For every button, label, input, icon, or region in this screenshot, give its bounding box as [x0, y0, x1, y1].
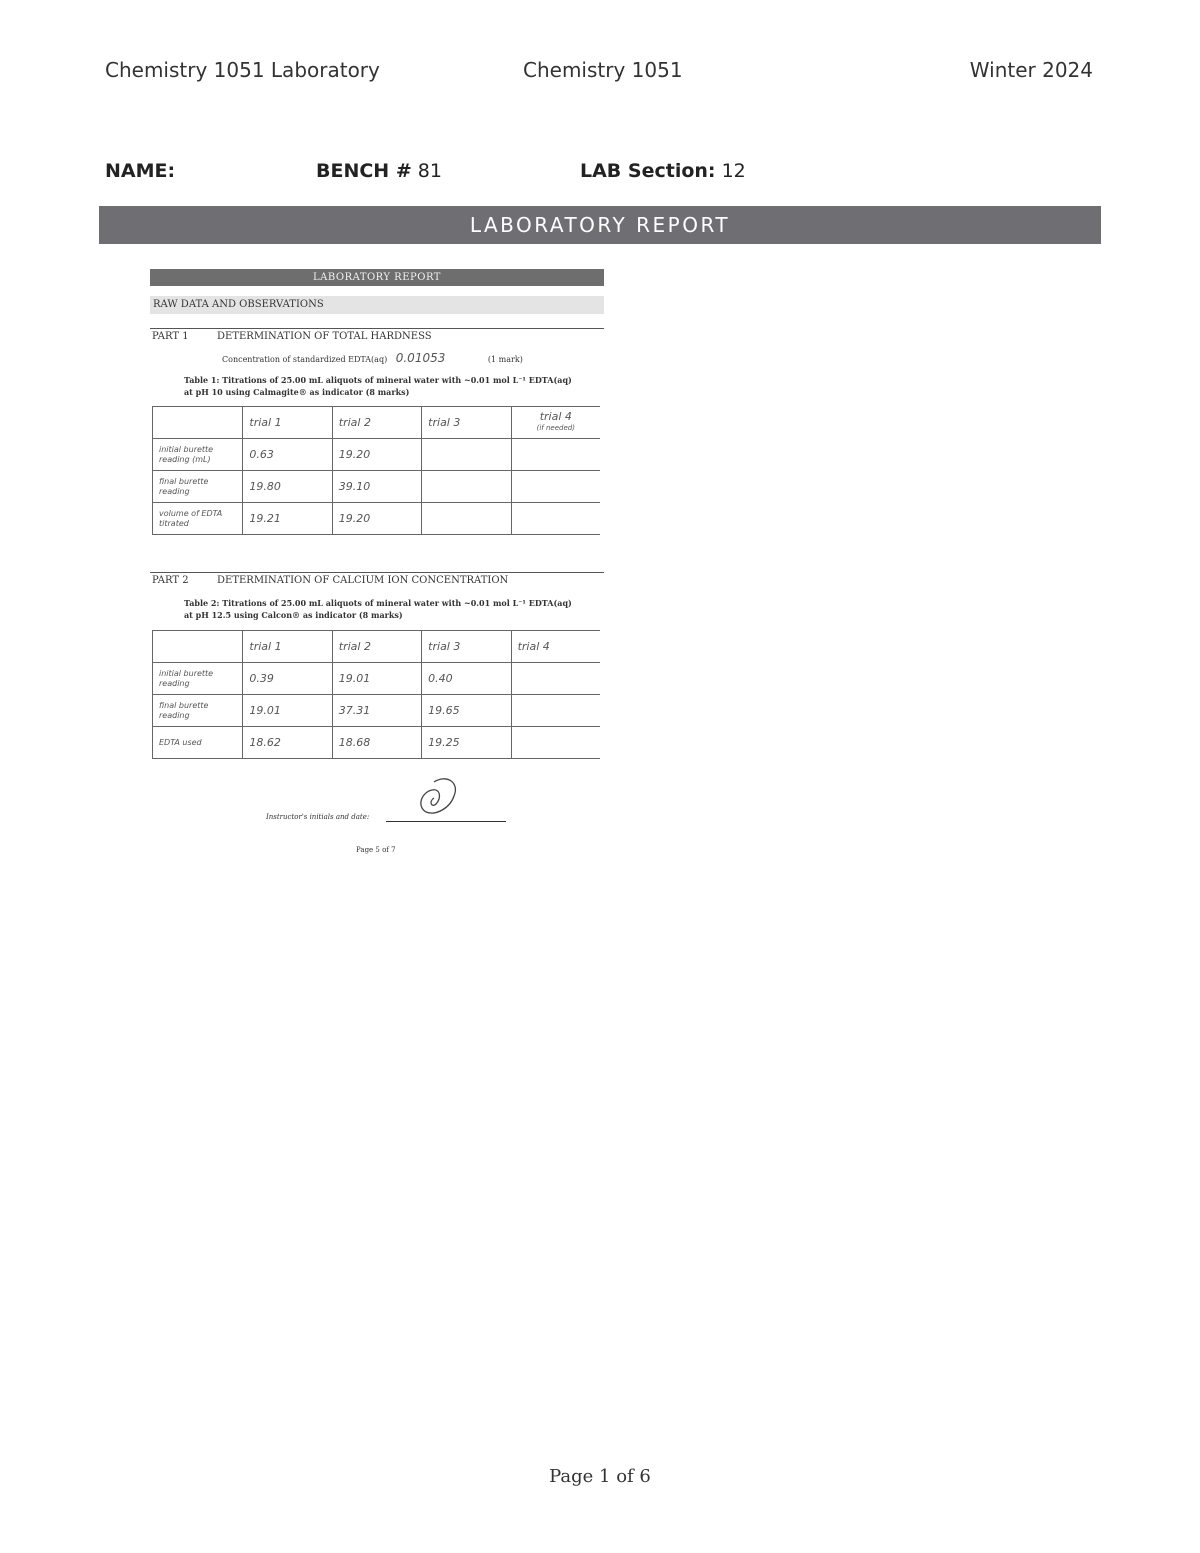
- table-row: [153, 727, 601, 759]
- part1-concentration-line: [222, 351, 523, 365]
- part1-number: PART 1: [152, 331, 189, 342]
- report-banner: LABORATORY REPORT: [99, 206, 1101, 244]
- conc-label: Concentration of standardized EDTA(aq): [222, 355, 388, 364]
- table-row: [153, 471, 601, 503]
- name-field: [105, 160, 175, 182]
- table-cell: 0.63: [243, 439, 332, 471]
- bench-value: 81: [417, 160, 442, 182]
- table-row: [153, 663, 601, 695]
- page-footer: Page 1 of 6: [549, 1466, 651, 1487]
- table-cell: final burette reading: [153, 471, 243, 503]
- scanned-report-image: [148, 266, 608, 866]
- table-cell: [422, 439, 511, 471]
- table-cell: [153, 631, 243, 663]
- table-cell: 19.65: [422, 695, 511, 727]
- table-cell: [153, 407, 243, 439]
- table2-caption-1: Table 2: Titrations of 25.00 mL aliquots of mineral water with ~0.01 mol L⁻¹ EDTA(aq): [184, 598, 572, 608]
- student-info-row: [105, 160, 1095, 190]
- conc-value: 0.01053: [395, 351, 446, 365]
- col4-header: trial 4: [539, 410, 572, 423]
- table-cell: 19.20: [332, 439, 421, 471]
- part2-title: DETERMINATION OF CALCIUM ION CONCENTRATION: [217, 575, 509, 586]
- table-row: [153, 695, 601, 727]
- table-cell: EDTA used: [153, 727, 243, 759]
- part2-number: PART 2: [152, 575, 189, 586]
- table-cell: [511, 503, 600, 535]
- table-cell: trial 2: [332, 631, 421, 663]
- table-cell: 19.25: [422, 727, 511, 759]
- lab-section-value: 12: [721, 160, 746, 182]
- table2-calcium: [152, 630, 600, 759]
- scan-part1-heading: [150, 328, 604, 342]
- table-cell: trial 1: [243, 407, 332, 439]
- table-row: [153, 631, 601, 663]
- lab-section-field: [580, 160, 746, 182]
- table-row: [153, 503, 601, 535]
- table-cell: initial burette reading (mL): [153, 439, 243, 471]
- scan-raw-data-heading: RAW DATA AND OBSERVATIONS: [150, 296, 604, 314]
- table-cell: 39.10: [332, 471, 421, 503]
- table-row: [153, 407, 601, 439]
- table-cell: 19.20: [332, 503, 421, 535]
- conc-marks: (1 mark): [487, 355, 523, 364]
- table-row: [153, 439, 601, 471]
- table-cell: final burette reading: [153, 695, 243, 727]
- table-cell: 19.80: [243, 471, 332, 503]
- table-cell: trial 4: [511, 631, 600, 663]
- header-course: Chemistry 1051: [523, 58, 683, 82]
- table-cell: [511, 471, 600, 503]
- table-cell: 19.01: [243, 695, 332, 727]
- table-cell: 19.01: [332, 663, 421, 695]
- table-cell: trial 2: [332, 407, 421, 439]
- table-cell: 0.39: [243, 663, 332, 695]
- table-cell: [511, 727, 600, 759]
- instructor-initials-mark: [414, 776, 464, 822]
- header-course-lab: Chemistry 1051 Laboratory: [105, 58, 380, 82]
- scan-part2-heading: [150, 572, 604, 586]
- table2-caption-2: at pH 12.5 using Calcon® as indicator (8 marks): [184, 610, 403, 620]
- scan-page-number: Page 5 of 7: [356, 846, 396, 854]
- table-cell: trial 3: [422, 407, 511, 439]
- table-cell: trial 1: [243, 631, 332, 663]
- table-cell: 37.31: [332, 695, 421, 727]
- table-cell: 18.62: [243, 727, 332, 759]
- table-cell: 0.40: [422, 663, 511, 695]
- bench-field: [316, 160, 442, 182]
- col4-note: (if needed): [536, 424, 575, 432]
- table-cell: 19.21: [243, 503, 332, 535]
- name-label: NAME:: [105, 160, 176, 182]
- instructor-label: Instructor's initials and date:: [266, 813, 370, 821]
- lab-section-label: LAB Section:: [580, 160, 716, 182]
- table-cell: [511, 663, 600, 695]
- table-cell: [511, 407, 600, 439]
- header-term: Winter 2024: [969, 58, 1093, 82]
- table1-total-hardness: [152, 406, 600, 535]
- part1-title: DETERMINATION OF TOTAL HARDNESS: [217, 331, 432, 342]
- page-header: [105, 58, 1095, 88]
- instructor-signature-block: [266, 786, 496, 826]
- table-cell: [422, 503, 511, 535]
- table-cell: volume of EDTA titrated: [153, 503, 243, 535]
- table-cell: trial 3: [422, 631, 511, 663]
- table-cell: 18.68: [332, 727, 421, 759]
- scan-banner: LABORATORY REPORT: [150, 269, 604, 286]
- bench-label: BENCH #: [316, 160, 412, 182]
- table-cell: initial burette reading: [153, 663, 243, 695]
- table1-caption-2: at pH 10 using Calmagite® as indicator (8 marks): [184, 387, 410, 397]
- table-cell: [422, 471, 511, 503]
- table-cell: [511, 695, 600, 727]
- table-cell: [511, 439, 600, 471]
- table1-caption-1: Table 1: Titrations of 25.00 mL aliquots of mineral water with ~0.01 mol L⁻¹ EDTA(aq): [184, 375, 572, 385]
